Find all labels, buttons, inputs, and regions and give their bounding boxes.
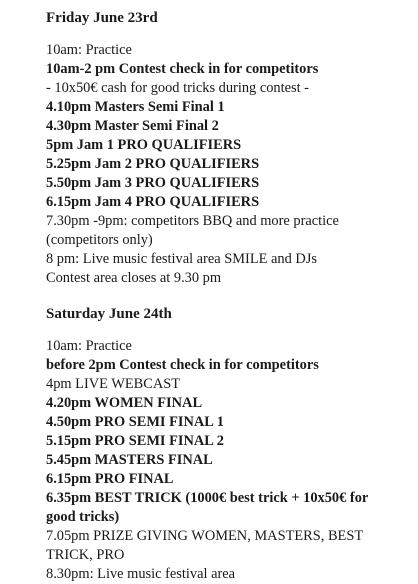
schedule-entry: 4.20pm WOMEN FINAL xyxy=(46,395,203,411)
schedule-entry: 6.15pm PRO FINAL xyxy=(46,471,174,487)
section-spacer xyxy=(46,288,418,304)
schedule-entry: 5pm Jam 1 PRO QUALIFIERS xyxy=(46,137,242,153)
schedule-entry: 8 pm: Live music festival area SMILE and DJs xyxy=(46,251,317,267)
schedule-entry: 4.10pm Masters Semi Final 1 xyxy=(46,99,225,115)
schedule-entry: 7.05pm PRIZE GIVING WOMEN, MASTERS, BEST TRICK, PRO xyxy=(46,528,363,563)
schedule-entry: 10am-2 pm Contest check in for competitors xyxy=(46,61,319,77)
day-title-friday: Friday June 23rd xyxy=(46,10,158,26)
day-friday xyxy=(46,8,418,288)
schedule-entry: 4.50pm PRO SEMI FINAL 1 xyxy=(46,414,224,430)
schedule-entry: 4pm LIVE WEBCAST xyxy=(46,376,181,392)
schedule-entry: 5.50pm Jam 3 PRO QUALIFIERS xyxy=(46,175,260,191)
schedule-entry: 4.30pm Master Semi Final 2 xyxy=(46,118,219,134)
schedule-entry: 7.30pm -9pm: competitors BBQ and more practice (competitors only) xyxy=(46,213,339,248)
schedule-entry: before 2pm Contest check in for competitors xyxy=(46,357,319,373)
day-saturday xyxy=(46,304,418,584)
schedule-entry: 5.25pm Jam 2 PRO QUALIFIERS xyxy=(46,156,260,172)
schedule-entry: 6.15pm Jam 4 PRO QUALIFIERS xyxy=(46,194,260,210)
schedule-entry: 10am: Practice xyxy=(46,338,132,354)
schedule-entry: 10am: Practice xyxy=(46,42,132,58)
schedule-entry: 8.30pm: Live music festival area xyxy=(46,566,236,582)
schedule-entry: - 10x50€ cash for good tricks during contest - xyxy=(46,80,309,96)
schedule-entry: Contest area closes at 9.30 pm xyxy=(46,270,222,286)
schedule-entry: 5.45pm MASTERS FINAL xyxy=(46,452,213,468)
schedule-entry: 6.35pm BEST TRICK (1000€ best trick + 10x50€ for good tricks) xyxy=(46,490,369,525)
day-title-saturday: Saturday June 24th xyxy=(46,306,172,322)
schedule-entry: 5.15pm PRO SEMI FINAL 2 xyxy=(46,433,224,449)
